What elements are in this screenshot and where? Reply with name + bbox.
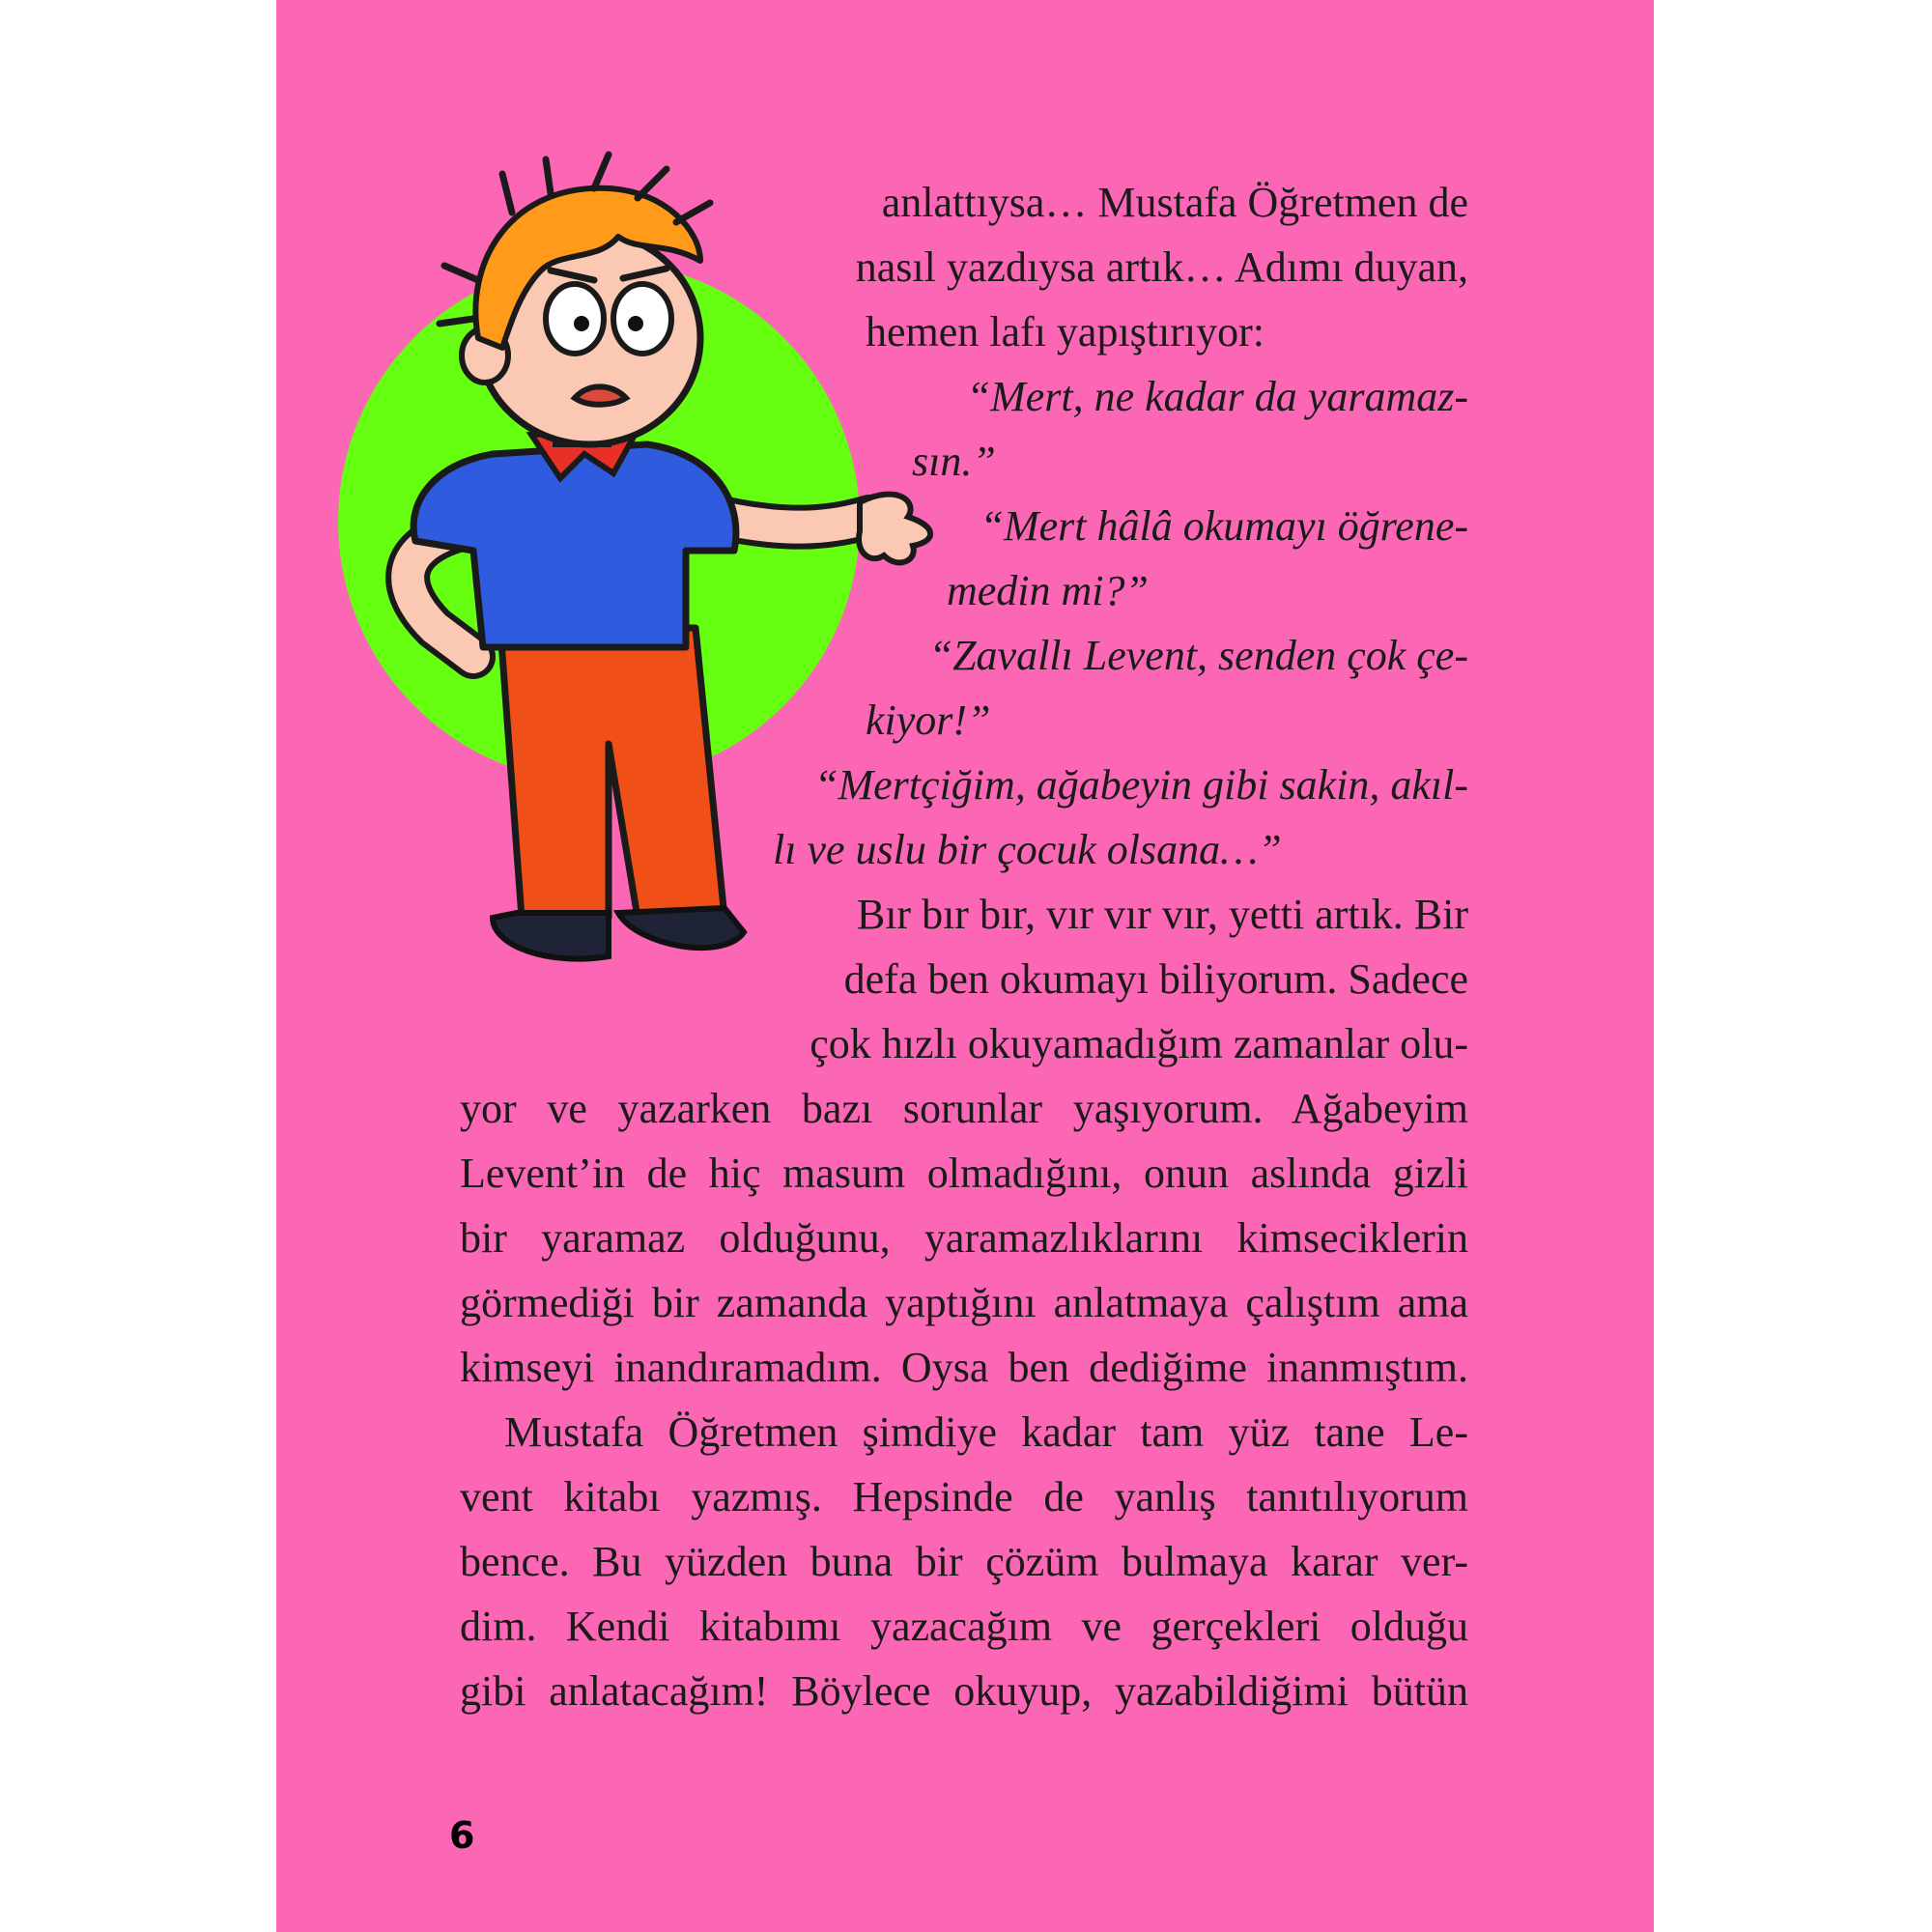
- text-line-18: görmediği bir zamanda yaptığını anlatmaya çalıştım ama: [460, 1279, 1468, 1326]
- text-line-24: gibi anlatacağım! Böylece okuyup, yazabildiğimi bütün: [460, 1667, 1468, 1715]
- right-shoe: [618, 908, 744, 948]
- quote-line-7: “Mertçiğim, ağabeyin gibi sakin, akıl-: [814, 761, 1468, 809]
- text-line-21: vent kitabı yazmış. Hepsinde de yanlış tanıtılıyorum: [460, 1473, 1468, 1520]
- text-line-13: defa ben okumayı biliyorum. Sadece: [843, 955, 1468, 1003]
- text-line-3: hemen lafı yapıştırıyor:: [866, 308, 1264, 355]
- quote-line-6: kiyor!”: [866, 696, 991, 744]
- text-line-23: dim. Kendi kitabımı yazacağım ve gerçekleri olduğu: [460, 1603, 1468, 1650]
- text-line-2: nasıl yazdıysa artık… Adımı duyan,: [855, 243, 1468, 291]
- quote-line-1: “Mert, ne kadar da yaramaz-: [966, 373, 1468, 420]
- worried-mouth: [575, 386, 626, 404]
- text-line-1: anlattıysa… Mustafa Öğretmen de: [881, 179, 1468, 226]
- right-hand: [859, 495, 930, 563]
- quote-line-8: lı ve uslu bir çocuk olsana…”: [773, 826, 1282, 873]
- left-shoe: [493, 913, 609, 959]
- left-eye: [546, 284, 604, 354]
- quote-line-2: sın.”: [912, 438, 996, 485]
- quote-line-3: “Mert hâlâ okumayı öğrene-: [980, 502, 1468, 550]
- text-line-22: bence. Bu yüzden buna bir çözüm bulmaya karar ver-: [460, 1538, 1468, 1585]
- quote-line-5: “Zavallı Levent, senden çok çe-: [928, 632, 1468, 679]
- right-eye: [613, 284, 671, 354]
- text-line-15: yor ve yazarken bazı sorunlar yaşıyorum. Ağabeyim: [460, 1085, 1468, 1132]
- text-line-12: Bır bır bır, vır vır vır, yetti artık. Bir: [856, 891, 1468, 938]
- text-line-14: çok hızlı okuyamadığım zamanlar olu-: [810, 1020, 1468, 1067]
- trousers: [500, 628, 724, 918]
- text-line-20: Mustafa Öğretmen şimdiye kadar tam yüz tane Le-: [504, 1408, 1468, 1456]
- quote-line-4: medin mi?”: [947, 567, 1149, 614]
- text-line-16: Levent’in de hiç masum olmadığını, onun aslında gizli: [460, 1150, 1468, 1197]
- text-line-17: bir yaramaz olduğunu, yaramazlıklarını kimseciklerin: [460, 1214, 1468, 1262]
- text-line-19: kimseyi inandıramadım. Oysa ben dediğime inanmıştım.: [460, 1344, 1468, 1391]
- page-number: 6: [449, 1814, 475, 1857]
